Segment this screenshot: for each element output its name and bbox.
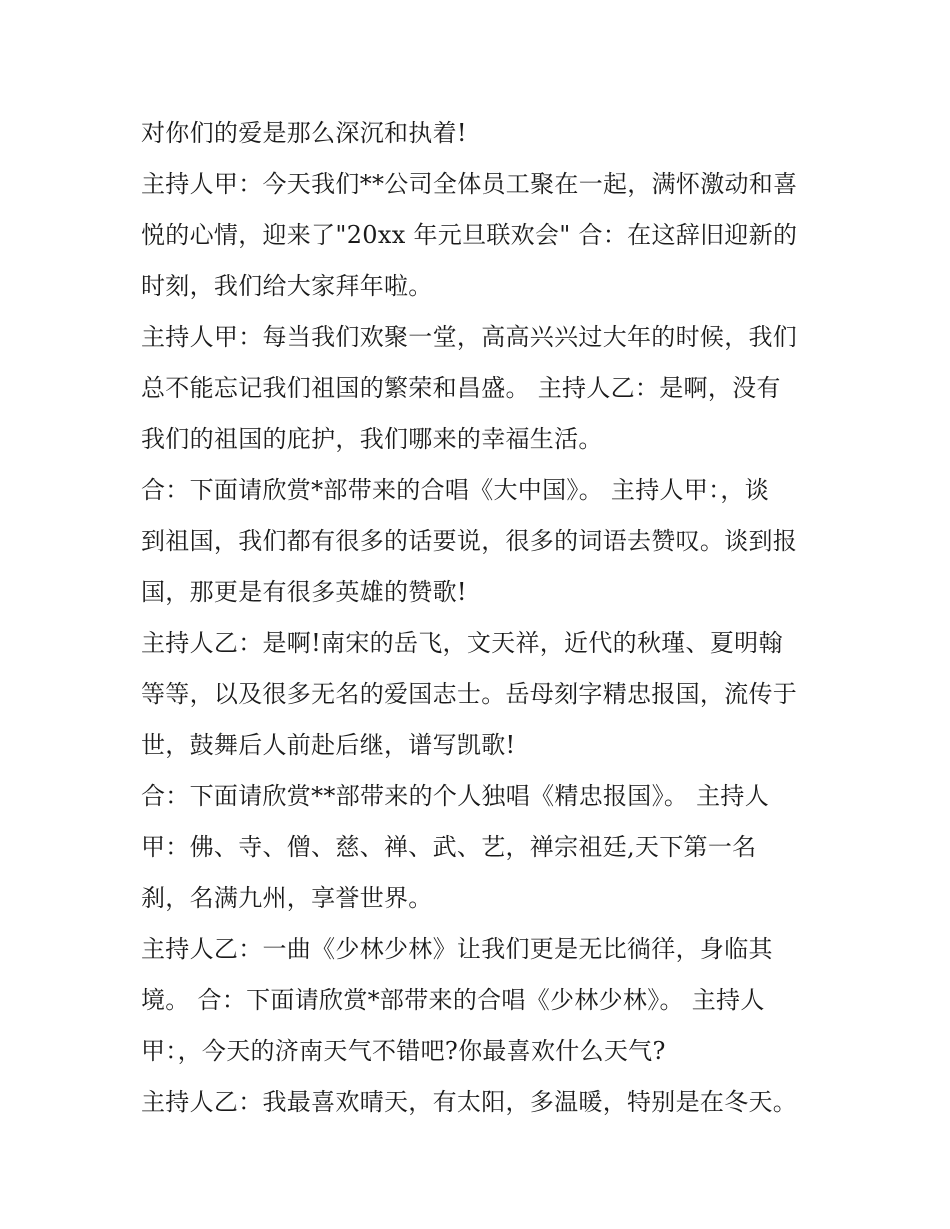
text-line: 我们的祖国的庇护，我们哪来的幸福生活。 — [141, 425, 603, 453]
text-line: 主持人乙：是啊!南宋的岳飞，文天祥，近代的秋瑾、夏明翰 — [141, 629, 783, 657]
text-line: 主持人甲：今天我们**公司全体员工聚在一起，满怀激动和喜 — [141, 170, 798, 198]
text-line: 主持人乙：一曲《少林少林》让我们更是无比徜徉，身临其 — [141, 935, 773, 963]
text-line: 合：下面请欣赏*部带来的合唱《大中国》。 主持人甲：，谈 — [141, 476, 770, 504]
text-line: 世，鼓舞后人前赴后继，谱写凯歌! — [141, 731, 516, 759]
text-line: 甲：，今天的济南天气不错吧?你最喜欢什么天气? — [141, 1037, 666, 1065]
text-line: 境。 合：下面请欣赏*部带来的合唱《少林少林》。 主持人 — [141, 986, 765, 1014]
text-line: 等等，以及很多无名的爱国志士。岳母刻字精忠报国，流传于 — [141, 680, 798, 708]
text-line: 主持人甲：每当我们欢聚一堂，高高兴兴过大年的时候，我们 — [141, 323, 798, 351]
text-line: 对你们的爱是那么深沉和执着! — [141, 119, 467, 147]
text-line: 刹，名满九州，享誉世界。 — [141, 884, 433, 912]
text-line: 到祖国，我们都有很多的话要说，很多的词语去赞叹。谈到报 — [141, 527, 798, 555]
text-line: 总不能忘记我们祖国的繁荣和昌盛。 主持人乙：是啊，没有 — [141, 374, 781, 402]
text-line: 悦的心情，迎来了"20xx 年元旦联欢会" 合：在这辞旧迎新的 — [141, 221, 798, 249]
text-line: 国，那更是有很多英雄的赞歌! — [141, 578, 467, 606]
text-line: 主持人乙：我最喜欢晴天，有太阳，多温暖，特别是在冬天。 — [141, 1088, 798, 1116]
document-body — [141, 108, 831, 1128]
text-line: 合：下面请欣赏**部带来的个人独唱《精忠报国》。 主持人 — [141, 782, 770, 810]
text-line: 甲：佛、寺、僧、慈、禅、武、艺，禅宗祖廷,天下第一名 — [141, 833, 757, 861]
text-line: 时刻，我们给大家拜年啦。 — [141, 272, 433, 300]
